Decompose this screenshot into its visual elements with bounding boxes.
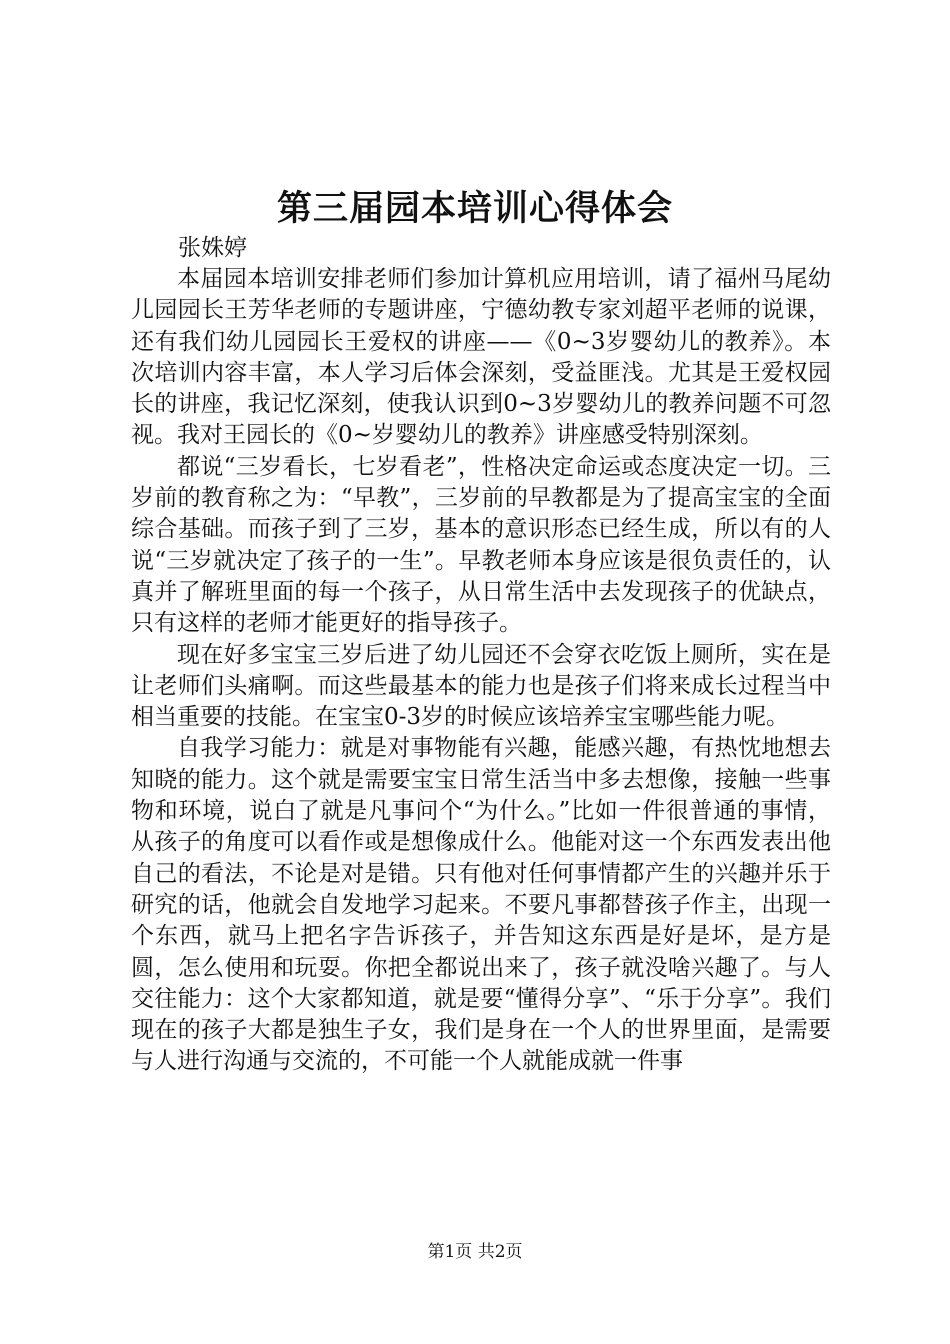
- body-paragraph: 本届园本培训安排老师们参加计算机应用培训，请了福州马尾幼儿园园长王芳华老师的专题讲座，宁德幼教专家刘超平老师的说课，还有我们幼儿园园长王爱权的讲座——《0~3岁婴幼儿的教养》。本次培训内容丰富，本人学习后体会深刻，受益匪浅。尤其是王爱权园长的讲座，我记忆深刻，使我认识到0~3岁婴幼儿的教养问题不可忽视。我对王园长的《0~岁婴幼儿的教养》讲座感受特别深刻。: [131, 266, 831, 449]
- body-paragraph: 自我学习能力：就是对事物能有兴趣，能感兴趣，有热忱地想去知晓的能力。这个就是需要宝宝日常生活当中多去想像，接触一些事物和环境，说白了就是凡事问个“为什么。”比如一件很普通的事情，从孩子的角度可以看作或是想像成什么。他能对这一个东西发表出他自己的看法，不论是对是错。只有他对任何事情都产生的兴趣并乐于研究的话，他就会自发地学习起来。不要凡事都替孩子作主，出现一个东西，就马上把名字告诉孩子，并告知这东西是好是坏，是方是圆，怎么使用和玩耍。你把全都说出来了，孩子就没啥兴趣了。与人交往能力：这个大家都知道，就是要“懂得分享”、“乐于分享”。我们现在的孩子大都是独生子女，我们是身在一个人的世界里面，是需要与人进行沟通与交流的，不可能一个人就能成就一件事: [131, 735, 831, 1075]
- page-number-footer: 第1页 共2页: [427, 1242, 523, 1262]
- body-paragraph: 都说“三岁看长，七岁看老”，性格决定命运或态度决定一切。三岁前的教育称之为：“早教”，三岁前的早教都是为了提高宝宝的全面综合基础。而孩子到了三岁，基本的意识形态已经生成，所以有的人说“三岁就决定了孩子的一生”。早教老师本身应该是很负责任的，认真并了解班里面的每一个孩子，从日常生活中去发现孩子的优缺点，只有这样的老师才能更好的指导孩子。: [131, 453, 831, 637]
- author-name: 张姝婷: [178, 235, 247, 261]
- document-title: 第三届园本培训心得体会: [276, 188, 673, 229]
- document-body: [131, 264, 831, 1078]
- body-paragraph: 现在好多宝宝三岁后进了幼儿园还不会穿衣吃饭上厕所，实在是让老师们头痛啊。而这些最基本的能力也是孩子们将来成长过程当中相当重要的技能。在宝宝0-3岁的时候应该培养宝宝哪些能力呢。: [131, 641, 831, 731]
